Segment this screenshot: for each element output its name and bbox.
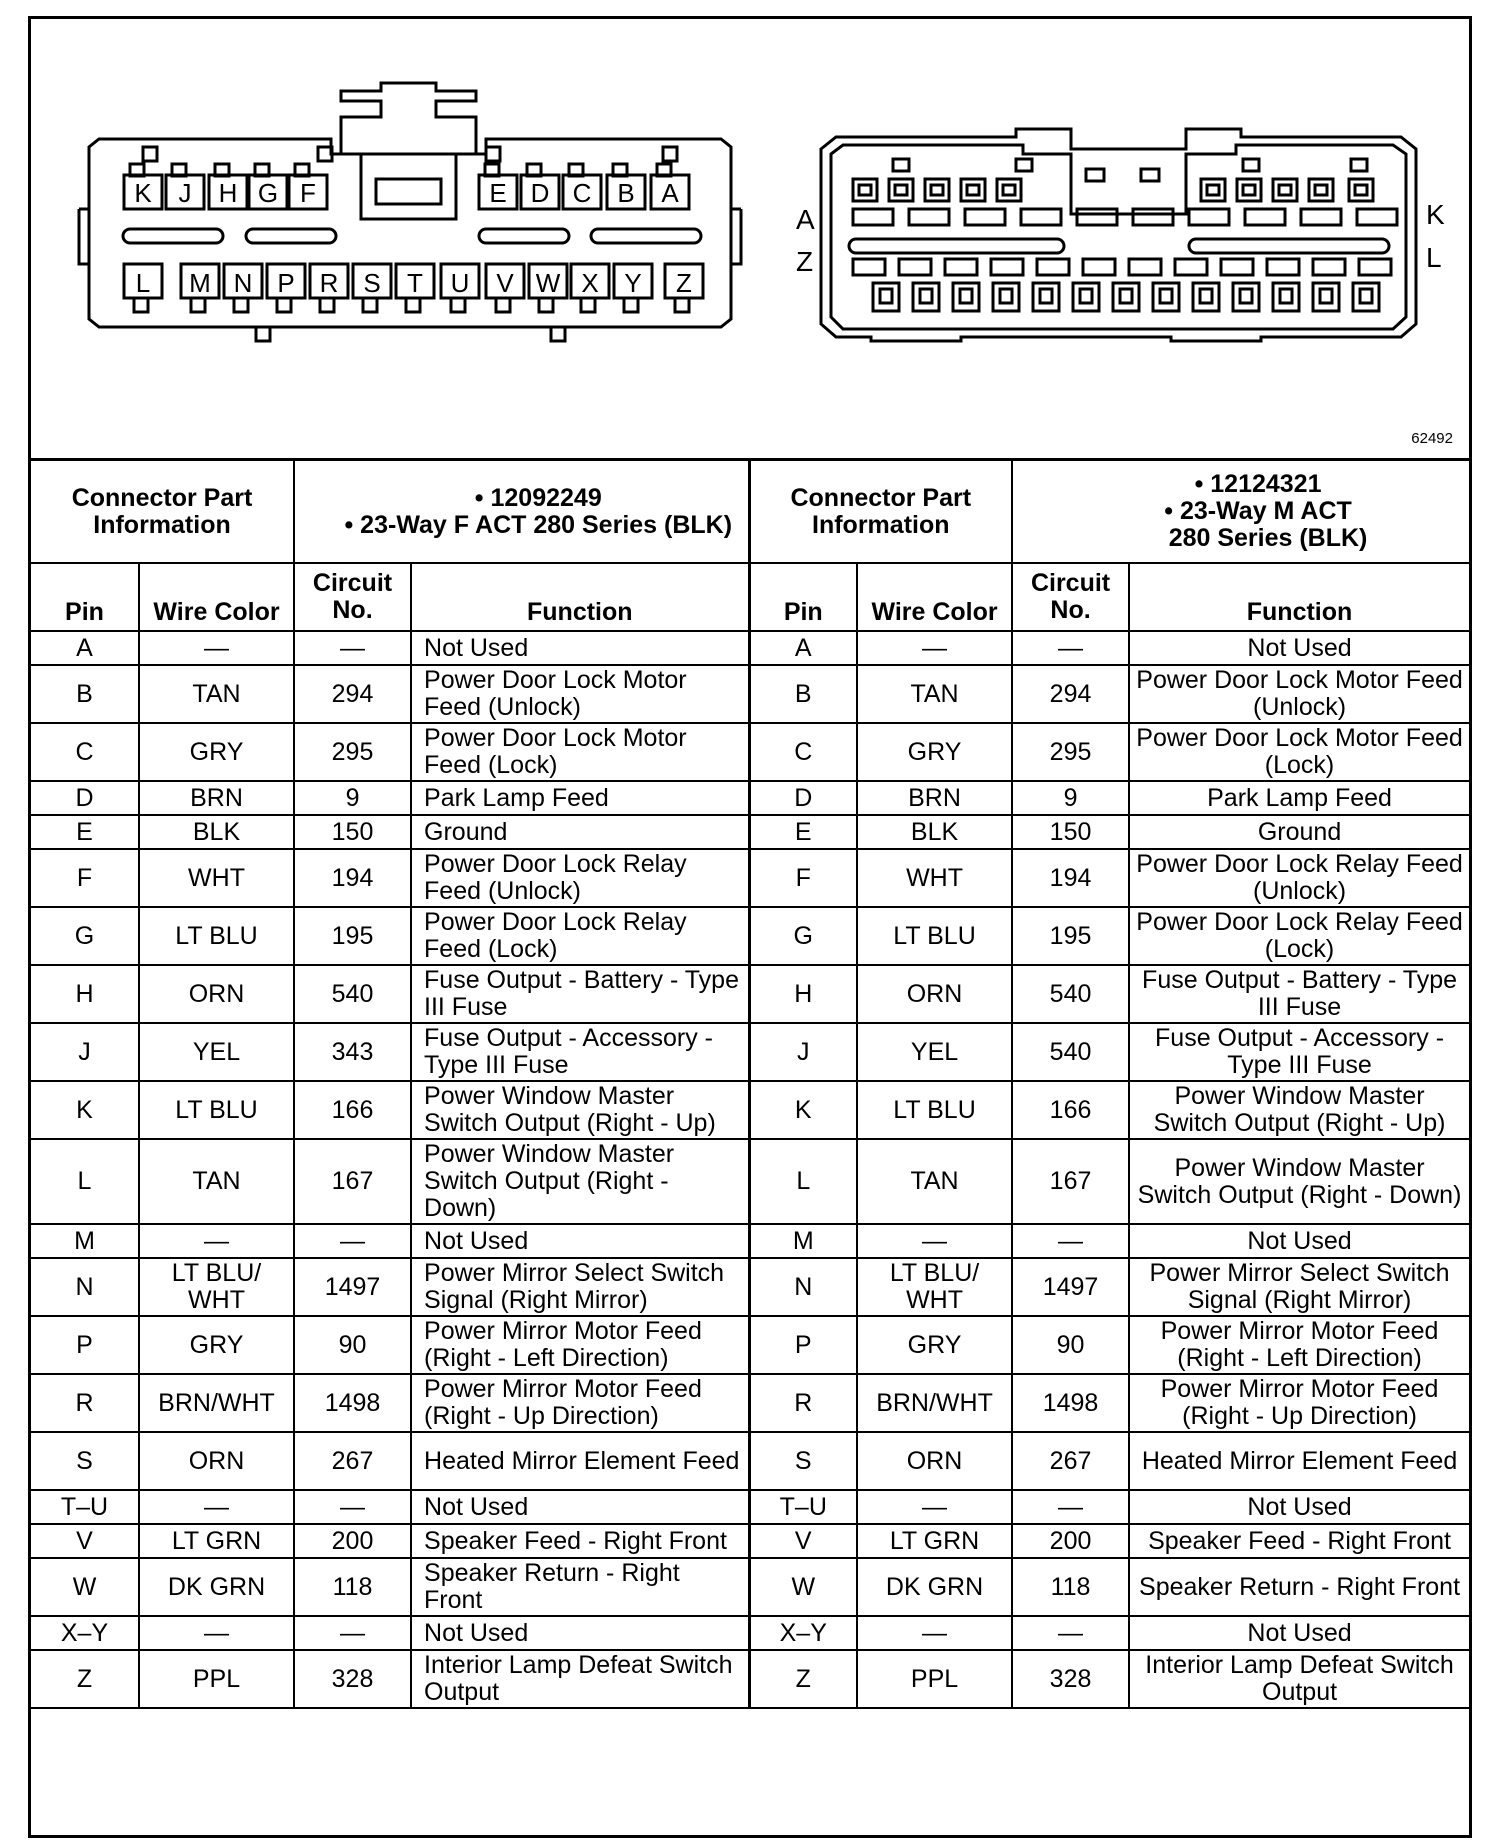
table-row [31,1490,1469,1524]
table-row [31,665,1469,723]
header-wire-color-right: Wire Color [857,563,1012,631]
function-cell: Speaker Return - Right Front [411,1558,749,1616]
connector-info-row [31,461,1469,563]
connector-diagram-area [31,19,1469,461]
wire-color-cell: GRY [857,723,1012,781]
pin-label: H [218,178,238,208]
right-part-number: • 12124321 [1194,470,1322,498]
pin-cell: L [749,1139,857,1224]
pin-label: J [178,178,192,208]
pin-label: N [233,268,253,298]
pin-label: C [572,178,592,208]
wire-color-cell: BRN/WHT [139,1374,294,1432]
header-pin-left: Pin [31,563,139,631]
circuit-no-cell: 295 [1012,723,1129,781]
pin-label: T [407,268,423,298]
pin-cell: G [749,907,857,965]
function-cell: Power Door Lock Motor Feed (Unlock) [1129,665,1469,723]
function-cell: Power Mirror Motor Feed (Right - Up Direction) [1129,1374,1469,1432]
circuit-no-cell: 1497 [294,1258,411,1316]
wire-color-cell: BLK [139,815,294,849]
pin-label: R [319,268,339,298]
wire-color-cell: LT BLU [139,1081,294,1139]
circuit-no-cell: 9 [1012,781,1129,815]
circuit-no-cell: — [294,1616,411,1650]
wire-color-cell: — [857,631,1012,665]
circuit-no-cell: 194 [1012,849,1129,907]
wire-color-cell: TAN [857,665,1012,723]
wire-color-cell: TAN [139,665,294,723]
pin-label: Y [624,268,642,298]
pin-label: F [300,178,316,208]
pin-label: A [661,178,679,208]
pin-label: Z [676,268,692,298]
table-row [31,723,1469,781]
left-connector-info [294,461,749,563]
wire-color-cell: ORN [139,965,294,1023]
function-cell: Power Mirror Motor Feed (Right - Left Direction) [411,1316,749,1374]
circuit-no-cell: 540 [1012,965,1129,1023]
wire-color-cell: GRY [139,723,294,781]
left-connector-drawing [79,83,741,341]
pin-cell: A [749,631,857,665]
pin-cell: E [749,815,857,849]
circuit-no-cell: 343 [294,1023,411,1081]
pin-cell: F [749,849,857,907]
circuit-no-cell: 200 [294,1524,411,1558]
pin-cell: P [31,1316,139,1374]
wire-color-cell: YEL [139,1023,294,1081]
wire-color-cell: — [139,631,294,665]
table-row [31,1432,1469,1490]
wire-color-cell: LT GRN [139,1524,294,1558]
wire-color-cell: GRY [857,1316,1012,1374]
circuit-no-cell: 166 [1012,1081,1129,1139]
pin-cell: H [31,965,139,1023]
function-cell: Power Mirror Motor Feed (Right - Up Direction) [411,1374,749,1432]
table-row [31,1224,1469,1258]
header-function-left: Function [411,563,749,631]
table-row [31,1650,1469,1708]
circuit-no-cell: — [1012,1224,1129,1258]
circuit-no-cell: 267 [1012,1432,1129,1490]
right-connector-info [1012,461,1469,563]
right-connector-label-k: K [1426,199,1445,230]
table-row [31,781,1469,815]
pin-label: K [134,178,152,208]
wire-color-cell: LT BLU [857,907,1012,965]
pin-cell: B [31,665,139,723]
table-row [31,849,1469,907]
circuit-no-cell: 150 [294,815,411,849]
wire-color-cell: BRN [139,781,294,815]
function-cell: Not Used [411,1616,749,1650]
pin-cell: F [31,849,139,907]
circuit-no-cell: 540 [294,965,411,1023]
wire-color-cell: LT GRN [857,1524,1012,1558]
pin-cell: T–U [749,1490,857,1524]
left-part-description: • 23-Way F ACT 280 Series (BLK) [344,510,733,539]
circuit-no-cell: — [1012,1616,1129,1650]
function-cell: Not Used [1129,631,1469,665]
pin-cell: C [749,723,857,781]
table-row [31,1258,1469,1316]
wire-color-cell: WHT [139,849,294,907]
wire-color-cell: — [139,1224,294,1258]
wire-color-cell: — [139,1490,294,1524]
pin-label: P [277,268,295,298]
wire-color-cell: TAN [857,1139,1012,1224]
pin-label: V [496,268,514,298]
function-cell: Speaker Feed - Right Front [1129,1524,1469,1558]
function-cell: Speaker Return - Right Front [1129,1558,1469,1616]
table-row [31,1558,1469,1616]
pin-cell: G [31,907,139,965]
pin-label: L [135,268,151,298]
pin-cell: C [31,723,139,781]
table-row [31,965,1469,1023]
circuit-no-cell: 267 [294,1432,411,1490]
wire-color-cell: BRN/WHT [857,1374,1012,1432]
right-part-description-line1: • 23-Way M ACT [1164,497,1352,525]
circuit-no-cell: 200 [1012,1524,1129,1558]
wire-color-cell: — [857,1616,1012,1650]
function-cell: Power Door Lock Relay Feed (Lock) [1129,907,1469,965]
wire-color-cell: — [857,1224,1012,1258]
circuit-no-cell: 195 [294,907,411,965]
function-cell: Power Mirror Select Switch Signal (Right Mirror) [1129,1258,1469,1316]
circuit-no-cell: — [294,631,411,665]
wire-color-cell: ORN [857,1432,1012,1490]
circuit-no-cell: 195 [1012,907,1129,965]
function-cell: Ground [411,815,749,849]
pin-cell: J [31,1023,139,1081]
function-cell: Power Door Lock Relay Feed (Unlock) [411,849,749,907]
function-cell: Power Window Master Switch Output (Right - Up) [411,1081,749,1139]
connector-sheet [28,16,1472,1838]
circuit-no-cell: — [294,1490,411,1524]
pin-cell: N [749,1258,857,1316]
circuit-no-cell: — [1012,631,1129,665]
pin-cell: M [31,1224,139,1258]
function-cell: Power Door Lock Motor Feed (Lock) [411,723,749,781]
circuit-no-cell: 540 [1012,1023,1129,1081]
wire-color-cell: — [139,1616,294,1650]
circuit-no-cell: 90 [294,1316,411,1374]
table-row [31,1374,1469,1432]
function-cell: Power Mirror Motor Feed (Right - Left Direction) [1129,1316,1469,1374]
function-cell: Heated Mirror Element Feed [1129,1432,1469,1490]
wire-color-cell: DK GRN [139,1558,294,1616]
pin-label: B [617,178,635,208]
wire-color-cell: PPL [857,1650,1012,1708]
pin-cell: Z [31,1650,139,1708]
pin-label: M [189,268,211,298]
circuit-no-cell: 1498 [1012,1374,1129,1432]
table-row [31,1023,1469,1081]
function-cell: Heated Mirror Element Feed [411,1432,749,1490]
pin-cell: S [749,1432,857,1490]
right-connector-label-z: Z [796,246,814,277]
circuit-no-cell: 150 [1012,815,1129,849]
pin-label: E [489,178,507,208]
header-circuit-no-left: Circuit No. [294,563,411,631]
circuit-no-cell: 118 [1012,1558,1129,1616]
function-cell: Fuse Output - Accessory - Type III Fuse [411,1023,749,1081]
pin-cell: W [31,1558,139,1616]
pin-cell: N [31,1258,139,1316]
wire-color-cell: DK GRN [857,1558,1012,1616]
header-function-right: Function [1129,563,1469,631]
pin-cell: J [749,1023,857,1081]
pin-label: X [581,268,599,298]
pin-cell: T–U [31,1490,139,1524]
pin-label: W [535,268,561,298]
column-header-row [31,563,1469,631]
table-row [31,1139,1469,1224]
function-cell: Not Used [1129,1616,1469,1650]
right-connector-info-title: Connector Part Information [749,461,1012,563]
wire-color-cell: — [857,1490,1012,1524]
pin-cell: X–Y [749,1616,857,1650]
left-part-number: • 12092249 [474,483,602,512]
circuit-no-cell: — [294,1224,411,1258]
pin-cell: V [749,1524,857,1558]
wire-color-cell: PPL [139,1650,294,1708]
wire-color-cell: BLK [857,815,1012,849]
pin-cell: R [31,1374,139,1432]
function-cell: Power Window Master Switch Output (Right - Up) [1129,1081,1469,1139]
table-row [31,1616,1469,1650]
pin-cell: H [749,965,857,1023]
function-cell: Fuse Output - Battery - Type III Fuse [411,965,749,1023]
circuit-no-cell: 328 [294,1650,411,1708]
table-row [31,907,1469,965]
pin-label: D [530,178,550,208]
right-connector-label-a: A [796,204,815,235]
function-cell: Not Used [1129,1224,1469,1258]
function-cell: Power Door Lock Motor Feed (Lock) [1129,723,1469,781]
wire-color-cell: LT BLU [139,907,294,965]
connector-drawings [31,19,1469,458]
function-cell: Speaker Feed - Right Front [411,1524,749,1558]
function-cell: Power Door Lock Relay Feed (Lock) [411,907,749,965]
function-cell: Power Door Lock Relay Feed (Unlock) [1129,849,1469,907]
function-cell: Park Lamp Feed [411,781,749,815]
function-cell: Not Used [411,631,749,665]
pin-cell: D [749,781,857,815]
pin-cell: V [31,1524,139,1558]
wire-color-cell: LT BLU [857,1081,1012,1139]
circuit-no-cell: — [1012,1490,1129,1524]
circuit-no-cell: 295 [294,723,411,781]
function-cell: Fuse Output - Accessory - Type III Fuse [1129,1023,1469,1081]
table-row [31,1524,1469,1558]
pin-cell: K [31,1081,139,1139]
pin-cell: D [31,781,139,815]
circuit-no-cell: 9 [294,781,411,815]
circuit-no-cell: 194 [294,849,411,907]
function-cell: Power Window Master Switch Output (Right - Down) [411,1139,749,1224]
pin-cell: Z [749,1650,857,1708]
function-cell: Ground [1129,815,1469,849]
circuit-no-cell: 294 [1012,665,1129,723]
function-cell: Interior Lamp Defeat Switch Output [1129,1650,1469,1708]
circuit-no-cell: 1497 [1012,1258,1129,1316]
circuit-no-cell: 90 [1012,1316,1129,1374]
right-connector-label-l: L [1426,242,1442,273]
header-pin-right: Pin [749,563,857,631]
pin-cell: P [749,1316,857,1374]
circuit-no-cell: 294 [294,665,411,723]
circuit-no-cell: 328 [1012,1650,1129,1708]
figure-number: 62492 [1411,430,1453,447]
function-cell: Park Lamp Feed [1129,781,1469,815]
circuit-no-cell: 166 [294,1081,411,1139]
table-row [31,1081,1469,1139]
wire-color-cell: ORN [857,965,1012,1023]
function-cell: Fuse Output - Battery - Type III Fuse [1129,965,1469,1023]
pin-label: S [363,268,381,298]
right-part-description-line2: 280 Series (BLK) [1168,524,1368,552]
table-row [31,815,1469,849]
wire-color-cell: TAN [139,1139,294,1224]
pinout-table [31,461,1469,1709]
pin-label: G [257,178,279,208]
pin-cell: R [749,1374,857,1432]
function-cell: Interior Lamp Defeat Switch Output [411,1650,749,1708]
circuit-no-cell: 167 [1012,1139,1129,1224]
wire-color-cell: LT BLU/ WHT [857,1258,1012,1316]
wire-color-cell: YEL [857,1023,1012,1081]
circuit-no-cell: 167 [294,1139,411,1224]
pin-cell: W [749,1558,857,1616]
function-cell: Power Door Lock Motor Feed (Unlock) [411,665,749,723]
table-row [31,631,1469,665]
pin-cell: L [31,1139,139,1224]
left-connector-info-title: Connector Part Information [31,461,294,563]
function-cell: Power Window Master Switch Output (Right - Down) [1129,1139,1469,1224]
wire-color-cell: LT BLU/ WHT [139,1258,294,1316]
wire-color-cell: GRY [139,1316,294,1374]
pin-cell: E [31,815,139,849]
pin-cell: B [749,665,857,723]
pin-cell: K [749,1081,857,1139]
wire-color-cell: ORN [139,1432,294,1490]
header-wire-color-left: Wire Color [139,563,294,631]
wire-color-cell: WHT [857,849,1012,907]
pin-cell: A [31,631,139,665]
wire-color-cell: BRN [857,781,1012,815]
pin-cell: X–Y [31,1616,139,1650]
pin-cell: M [749,1224,857,1258]
circuit-no-cell: 1498 [294,1374,411,1432]
function-cell: Power Mirror Select Switch Signal (Right Mirror) [411,1258,749,1316]
pin-cell: S [31,1432,139,1490]
function-cell: Not Used [411,1490,749,1524]
function-cell: Not Used [411,1224,749,1258]
function-cell: Not Used [1129,1490,1469,1524]
table-row [31,1316,1469,1374]
pin-label: U [450,268,470,298]
header-circuit-no-right: Circuit No. [1012,563,1129,631]
circuit-no-cell: 118 [294,1558,411,1616]
right-connector-drawing [821,129,1416,341]
